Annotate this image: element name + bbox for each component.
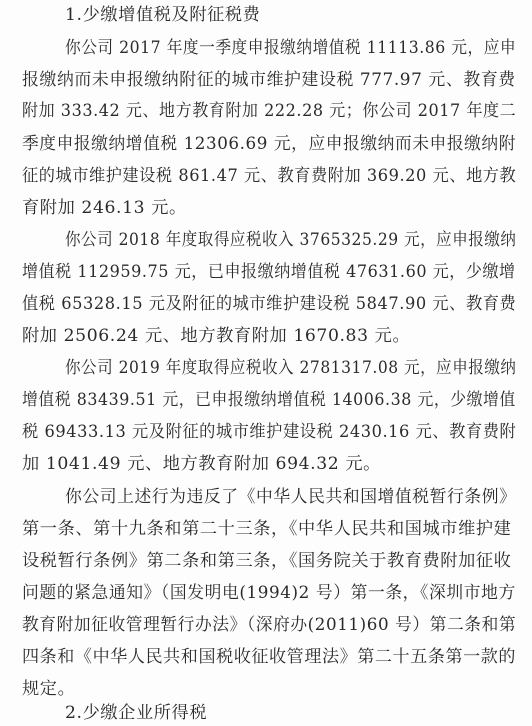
paragraph-line: 增值税 83439.51 元，已申报缴纳增值税 14006.38 元，少缴增值 [22,390,516,410]
paragraph-line: 第一条、第十九条和第二十三条，《中华人民共和国城市维护建 [22,519,512,539]
paragraph-line: 四条和《中华人民共和国税收征收管理法》第二十五条第一款的 [22,647,517,667]
paragraph-line: 设税暂行条例》第二条和第三条，《国务院关于教育费附加征收 [22,551,512,571]
paragraph-line: 你公司上述行为违反了《中华人民共和国增值税暂行条例》 [65,487,517,507]
paragraph-line: 附加 333.42 元、地方教育附加 222.28 元；你公司 2017 年度二 [22,101,517,121]
paragraph-line: 加 1041.49 元、地方教育附加 694.32 元。 [22,454,381,474]
paragraph-line: 季度申报缴纳增值税 12306.69 元，应申报缴纳而未申报缴纳附 [22,134,517,154]
paragraph-line: 附加 2506.24 元、地方教育附加 1670.83 元。 [22,326,411,346]
section-heading: 1.少缴增值税及附征税费 [65,5,261,25]
paragraph-line: 你公司 2017 年度一季度申报缴纳增值税 11113.86 元，应申 [65,38,517,58]
paragraph-line: 育附加 246.13 元。 [22,198,187,218]
paragraph-line: 教育附加征收管理暂行办法》（深府办(2011)60 号）第二条和第 [22,615,517,635]
paragraph-line: 税 69433.13 元及附征的城市维护建设税 2430.16 元、教育费附 [22,422,517,442]
paragraph-line: 征的城市维护建设税 861.47 元、教育费附加 369.20 元、地方教 [22,166,517,186]
paragraph-line: 问题的紧急通知》（国发明电(1994)2 号）第一条，《深圳市地方 [22,583,516,603]
paragraph-line: 你公司 2018 年度取得应税收入 3765325.29 元，应申报缴纳 [65,230,517,250]
paragraph-line: 增值税 112959.75 元，已申报缴纳增值税 47631.60 元，少缴增 [22,262,516,282]
paragraph-line: 值税 65328.15 元及附征的城市维护建设税 5847.90 元、教育费 [22,294,517,314]
paragraph-line: 规定。 [22,679,76,699]
paragraph-line: 报缴纳而未申报缴纳附征的城市维护建设税 777.97 元、教育费 [22,70,516,90]
paragraph-line: 你公司 2019 年度取得应税收入 2781317.08 元，应申报缴纳 [65,358,517,378]
section-heading: 2.少缴企业所得税 [65,703,208,723]
